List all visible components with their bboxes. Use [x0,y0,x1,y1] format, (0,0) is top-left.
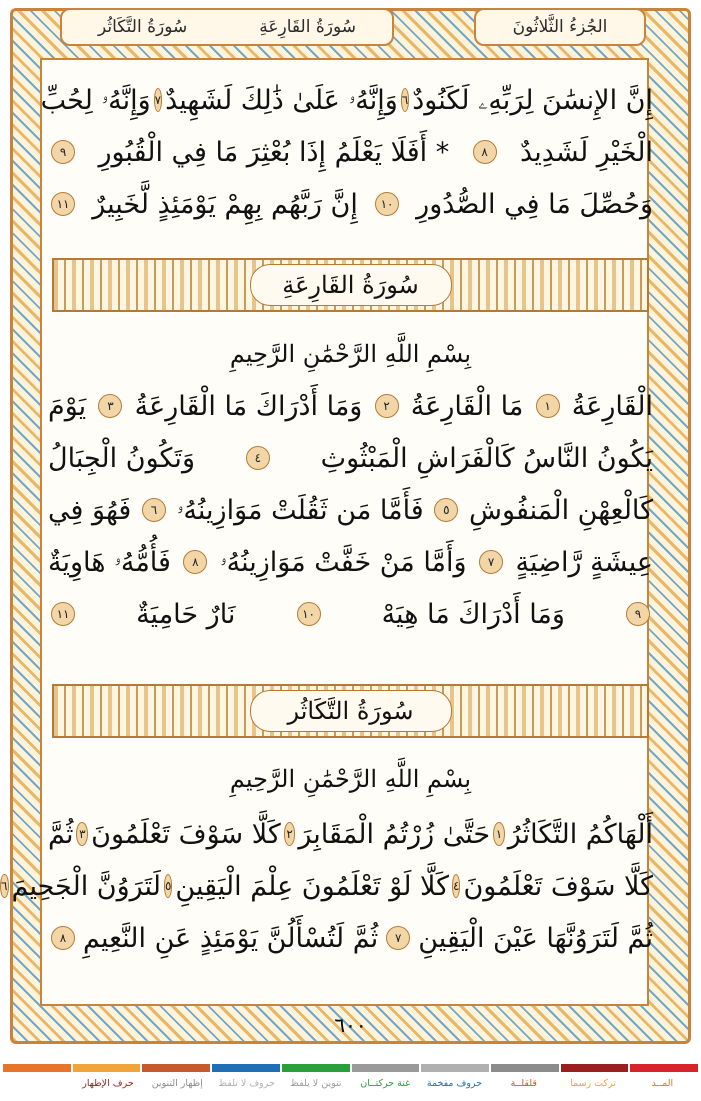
legend-label: المــد [651,1078,674,1089]
legend-color-swatch [142,1064,210,1072]
verse-text: كَلَّا سَوْفَ تَعْلَمُونَ [463,870,653,902]
basmala: بِسْمِ اللَّهِ الرَّحْمَٰنِ الرَّحِيمِ [229,340,472,368]
verse-line [48,432,653,484]
ayah-number-marker: ٦ [142,498,166,522]
legend-label [4,1078,73,1089]
surah-header-qariah [52,258,649,312]
verse-text: يَكُونُ النَّاسُ كَالْفَرَاشِ الْمَبْثُوثِ [320,442,653,474]
surah-title: سُورَةُ التَّكَاثُر [250,690,452,732]
ayah-number-marker: ١١ [51,192,75,216]
verse-line [40,74,653,126]
ayah-number-marker: ٦ [0,874,8,898]
verse-text: إِنَّ الإِنسَٰنَ لِرَبِّهِۦ لَكَنُودٌ [412,84,653,116]
verse-text: فَأَمَّا مَن ثَقُلَتْ مَوَازِينُهُۥ [176,494,424,526]
ayah-number-marker: ٩ [626,602,650,626]
verse-line [48,808,653,860]
verse-text: لَتَرَوُنَّ الْجَحِيمَ [11,870,161,902]
verse-text: الْخَيْرِ لَشَدِيدٌ [520,136,653,168]
ayah-number-marker: ٣ [98,394,122,418]
page-number: ٦٠٠ [334,1013,367,1037]
surah-title: سُورَةُ القَارِعَةِ [250,264,452,306]
header-surah-right: سُورَةُ القَارِعَةِ [259,17,356,37]
ayah-number-marker: ١٠ [297,602,321,626]
verse-text: وَمَا أَدْرَاكَ مَا الْقَارِعَةُ [134,390,363,422]
ayah-number-marker: ٧ [154,88,162,112]
ayah-number-marker: ٦ [401,88,409,112]
legend-label: حروف مفخمة [426,1078,483,1089]
verse-text: ثُمَّ لَتُسْأَلُنَّ يَوْمَئِذٍ عَنِ النَّعِيمِ [83,922,379,954]
verse-line [48,178,653,230]
verse-text: الْقَارِعَةُ [571,390,653,422]
ayah-number-marker: ٤ [246,446,270,470]
ayah-number-marker: ٨ [183,550,207,574]
verse-text: فَأُمُّهُۥ هَاوِيَةٌ [48,546,171,578]
legend-color-swatch [491,1064,559,1072]
verse-text: ثُمَّ لَتَرَوُنَّهَا عَيْنَ الْيَقِينِ [418,922,653,954]
verse-line [48,380,653,432]
legend-color-bars [2,1064,699,1072]
ayah-number-marker: ٥ [164,874,172,898]
verses-block-takathur [1,808,653,964]
verse-line [48,484,653,536]
verse-text: ثُمَّ [48,818,74,850]
verse-text: وَمَا أَدْرَاكَ مَا هِيَهْ [381,598,565,630]
verse-line [1,860,653,912]
ayah-number-marker: ٢ [284,822,296,846]
verse-text: نَارٌ حَامِيَةٌ [136,598,236,630]
legend-label: حروف لا تلفظ [218,1078,275,1089]
verse-line [48,912,653,964]
verse-text: يَوْمَ [48,390,87,422]
ayah-number-marker: ٨ [473,140,497,164]
ayah-number-marker: ٩ [51,140,75,164]
verse-text: مَا الْقَارِعَةُ [410,390,524,422]
legend-label: تركت رسما [570,1078,616,1089]
verse-text: كَالْعِهْنِ الْمَنفُوشِ [469,494,653,526]
verse-text: عِيشَةٍ رَّاضِيَةٍ [515,546,653,578]
verse-text: إِنَّ رَبَّهُم بِهِمْ يَوْمَئِذٍ لَّخَبِيرٌ [92,188,358,220]
ayah-number-marker: ١ [536,394,560,418]
legend-label: تنوين لا يلفظ [290,1078,342,1089]
ayah-number-marker: ١٠ [375,192,399,216]
legend-label: قلقلــة [510,1078,537,1089]
verse-text: أَلْهَاكُمُ التَّكَاثُرُ [507,818,653,850]
legend-color-swatch [352,1064,420,1072]
verse-line [48,536,653,588]
header-surah-left: سُورَةُ التَّكَاثُر [98,17,188,37]
ayah-number-marker: ٨ [51,926,75,950]
verse-text: كَلَّا سَوْفَ تَعْلَمُونَ [91,818,281,850]
legend-label: غنة حركتــان [360,1078,411,1089]
ayah-number-marker: ١ [493,822,505,846]
ayah-number-marker: ٥ [434,498,458,522]
ayah-number-marker: ٧ [479,550,503,574]
legend-color-swatch [212,1064,280,1072]
verse-text: كَلَّا لَوْ تَعْلَمُونَ عِلْمَ الْيَقِينِ [175,870,449,902]
basmala: بِسْمِ اللَّهِ الرَّحْمَٰنِ الرَّحِيمِ [229,765,472,793]
legend-color-swatch [630,1064,698,1072]
ayah-number-marker: ١١ [51,602,75,626]
header-surah-names [60,8,394,46]
ayah-number-marker: ٧ [386,926,410,950]
legend-color-swatch [561,1064,629,1072]
verses-block-adiyat [40,74,653,230]
legend-label: إظهار التنوين [151,1078,203,1089]
ayah-number-marker: ٤ [452,874,460,898]
verse-text: وَحُصِّلَ مَا فِي الصُّدُورِ [416,188,653,220]
verse-text: وَإِنَّهُۥ لِحُبِّ [40,84,151,116]
verse-line [48,588,653,640]
verse-line [48,126,653,178]
verse-text: وَتَكُونُ الْجِبَالُ [48,442,195,474]
legend-labels [4,1078,697,1089]
header-juz [474,8,646,46]
legend-label: حرف الإظهار [82,1078,134,1089]
legend-color-swatch [421,1064,489,1072]
legend-color-swatch [73,1064,141,1072]
verse-text: * أَفَلَا يَعْلَمُ إِذَا بُعْثِرَ مَا فِي الْقُبُورِ [98,136,450,168]
ayah-number-marker: ٣ [76,822,88,846]
juz-label: الجُزءُ الثَّلاثُونَ [512,17,608,37]
legend-color-swatch [3,1064,71,1072]
verse-text: حَتَّىٰ زُرْتُمُ الْمَقَابِرَ [298,818,491,850]
tajweed-legend [0,1064,701,1101]
verses-block-qariah [48,380,653,640]
ayah-number-marker: ٢ [375,394,399,418]
legend-color-swatch [282,1064,350,1072]
surah-header-takathur [52,684,649,738]
verse-text: فَهُوَ فِي [48,494,132,526]
verse-text: وَأَمَّا مَنْ خَفَّتْ مَوَازِينُهُۥ [219,546,467,578]
verse-text: وَإِنَّهُۥ عَلَىٰ ذَٰلِكَ لَشَهِيدٌ [165,84,398,116]
